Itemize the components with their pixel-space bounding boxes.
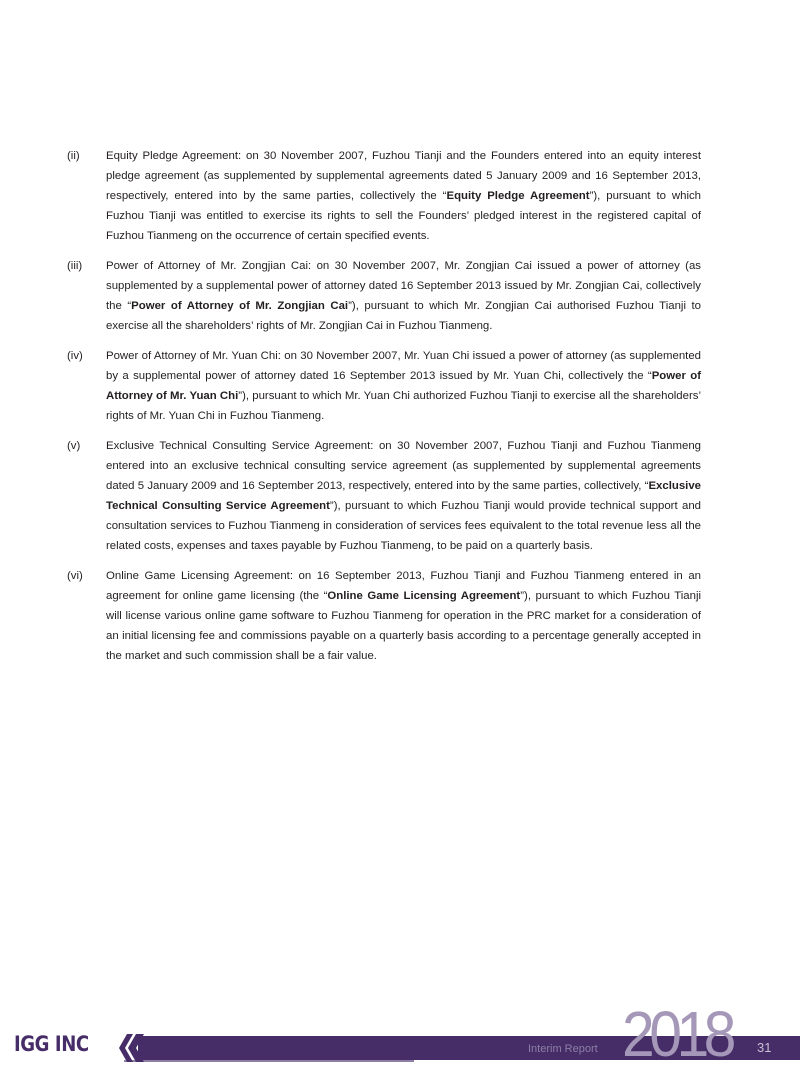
list-item-text (106, 146, 701, 246)
list-item (67, 436, 701, 556)
text-run: ”), pursuant to which Fuzhou Tianji was entitled to exercise its rights to sell the Founders’ pledged interest in the registered capital of Fuzhou Tianmeng on the occurrence of certain specified events. (106, 190, 702, 242)
text-run: Online Game Licensing Agreement: on 16 September 2013, Fuzhou Tianji and Fuzhou Tianmeng entered in an agreement for online game licensing (the “ (106, 570, 701, 602)
text-run: ”), pursuant to which Mr. Zongjian Cai authorised Fuzhou Tianji to exercise all the shareholders’ rights of Mr. Zongjian Cai in Fuzhou Tianmeng. (106, 300, 702, 332)
defined-term: Power of Attorney of Mr. Zongjian Cai (131, 300, 349, 312)
list-item (67, 146, 701, 246)
document-body (67, 146, 701, 676)
list-item-text (106, 256, 701, 336)
defined-term: Exclusive Technical Consulting Service Agreement (106, 480, 701, 512)
list-item (67, 346, 701, 426)
text-run: ”), pursuant to which Fuzhou Tianji would provide technical support and consultation services to Fuzhou Tianmeng in consideration of services fees equivalent to the total revenue less all the related costs, expenses and taxes payable by Fuzhou Tianmeng, to be paid on a quarterly basis. (106, 500, 701, 552)
list-item-text (106, 346, 701, 426)
list-item-number: (vi) (67, 570, 83, 582)
company-logo: IGG INC (14, 1032, 89, 1056)
list-item-text (106, 566, 701, 666)
list-item-number: (iv) (67, 350, 83, 362)
text-run: ”), pursuant to which Mr. Yuan Chi authorized Fuzhou Tianji to exercise all the shareholders’ rights of Mr. Yuan Chi in Fuzhou Tianmeng. (106, 390, 701, 422)
list-item (67, 566, 701, 666)
list-item-number: (iii) (67, 260, 83, 272)
text-run: Power of Attorney of Mr. Yuan Chi: on 30 November 2007, Mr. Yuan Chi issued a power of attorney (as supplemented by a supplemental power of attorney dated 16 September 2013 issued by Mr. Yuan Chi, collectively the “ (106, 350, 701, 382)
list-item-number: (v) (67, 440, 81, 452)
double-chevron-left-icon (117, 1034, 145, 1062)
report-year: 2018 (622, 998, 731, 1070)
defined-term: Power of Attorney of Mr. Yuan Chi (106, 370, 701, 402)
list-item-number: (ii) (67, 150, 80, 162)
text-run: Power of Attorney of Mr. Zongjian Cai: on 30 November 2007, Mr. Zongjian Cai issued a power of attorney (as supplemented by a supplemental power of attorney dated 16 September 2013 issued by Mr. Zongjian Cai, collectively the “ (106, 260, 701, 312)
defined-term: Equity Pledge Agreement (446, 190, 590, 202)
defined-term: Online Game Licensing Agreement (327, 590, 521, 602)
report-label: Interim Report (528, 1043, 598, 1055)
page-footer (0, 1000, 800, 1085)
list-item-text (106, 436, 701, 556)
text-run: Equity Pledge Agreement: on 30 November 2007, Fuzhou Tianji and the Founders entered into an equity interest pledge agreement (as supplemented by supplemental agreements dated 5 January 2009 and 16 September 2013, respectively, entered into by the same parties, collectively the “ (106, 150, 701, 202)
text-run: ”), pursuant to which Fuzhou Tianji will license various online game software to Fuzhou Tianmeng for operation in the PRC market for a consideration of an initial licensing fee and commissions payable on a quarterly basis according to a percentage generally accepted in the market and such commission shall be a fair value. (106, 590, 702, 662)
text-run: Exclusive Technical Consulting Service Agreement: on 30 November 2007, Fuzhou Tianji and Fuzhou Tianmeng entered into an exclusive technical consulting service agreement (as supplemented by supplemental agreements dated 5 January 2009 and 16 September 2013, respectively, entered into by the same parties, collectively, “ (106, 440, 701, 492)
footer-accent-line (124, 1060, 414, 1062)
list-item (67, 256, 701, 336)
page-number: 31 (757, 1040, 772, 1055)
